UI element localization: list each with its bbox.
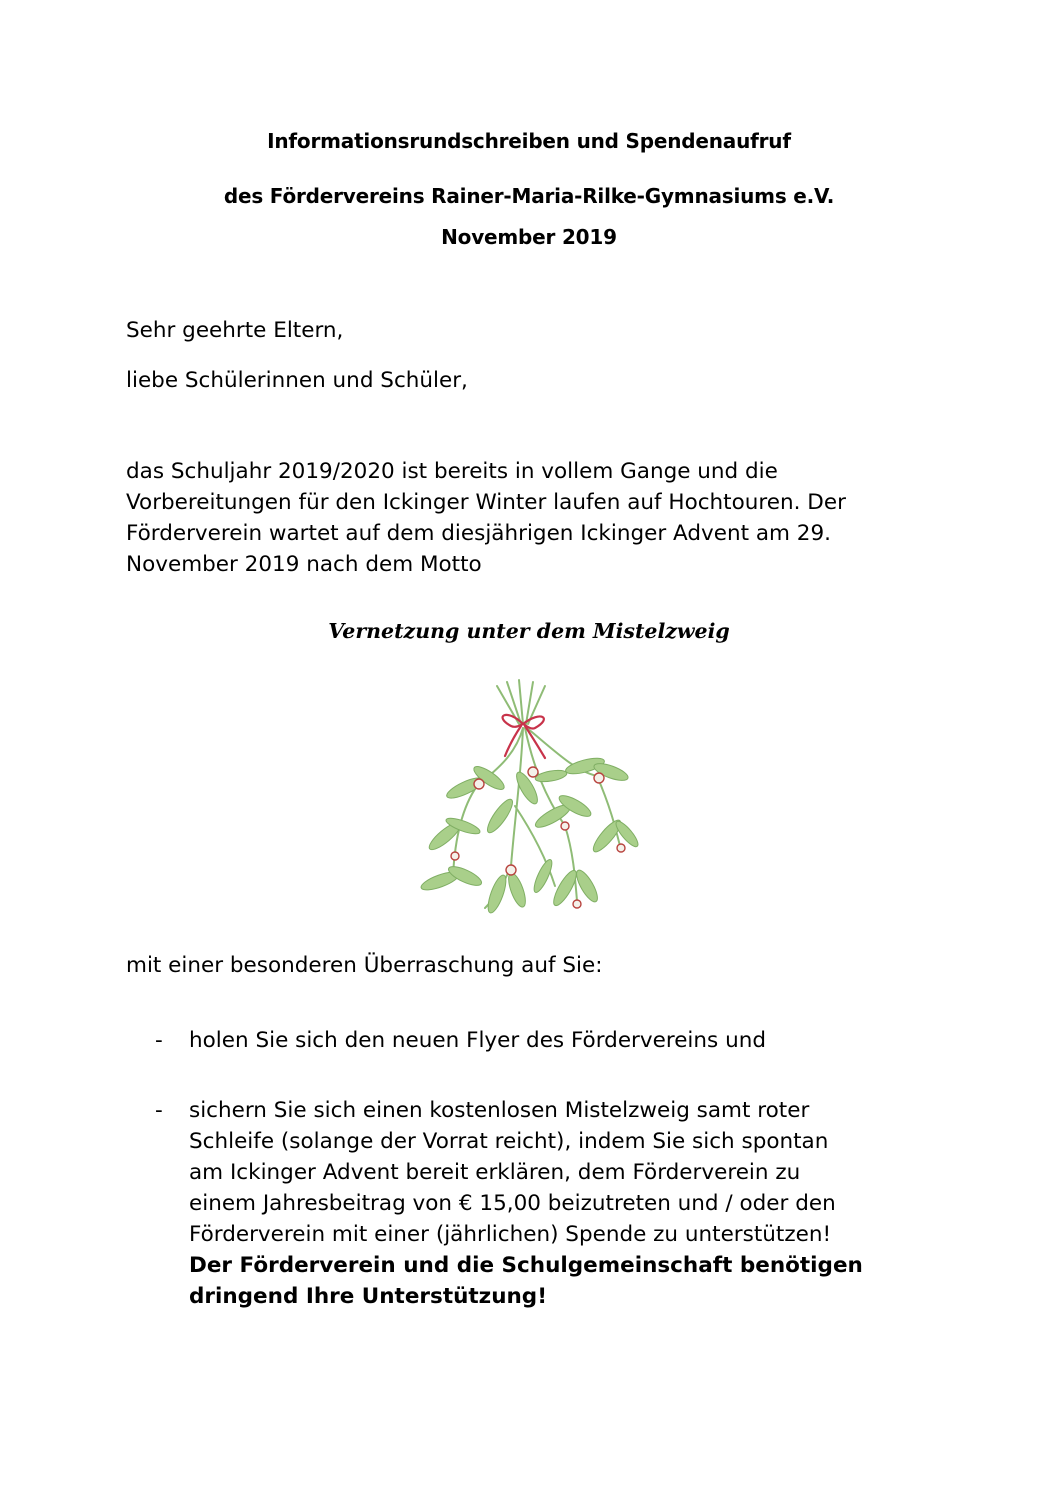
bullet-item-mistletoe [189, 1095, 863, 1312]
bullet-line: sichern Sie sich einen kostenlosen Mistelzweig samt roter [189, 1098, 810, 1123]
motto-heading: Vernetzung unter dem Mistelzweig [328, 619, 730, 643]
bullet-line: holen Sie sich den neuen Flyer des Fördervereins und [189, 1028, 766, 1053]
bullet-dash: - [155, 1098, 163, 1123]
bullet-line: am Ickinger Advent bereit erklären, dem Förderverein zu [189, 1160, 801, 1185]
mistletoe-illustration [415, 676, 645, 928]
letter-date: November 2019 [441, 225, 617, 249]
salutation-students: liebe Schülerinnen und Schüler, [126, 368, 468, 393]
intro-line: Vorbereitungen für den Ickinger Winter laufen auf Hochtouren. Der [126, 490, 846, 515]
lead-in-sentence: mit einer besonderen Überraschung auf Sie: [126, 953, 603, 978]
intro-line: Förderverein wartet auf dem diesjährigen Ickinger Advent am 29. [126, 521, 831, 546]
appeal-bold-line: Der Förderverein und die Schulgemeinschaft benötigen [189, 1253, 863, 1278]
letter-title-line-1: Informationsrundschreiben und Spendenaufruf [267, 129, 791, 153]
letter-title-line-2: des Fördervereins Rainer-Maria-Rilke-Gymnasiums e.V. [223, 184, 835, 208]
bullet-line: Förderverein mit einer (jährlichen) Spende zu unterstützen! [189, 1222, 832, 1247]
appeal-bold-line: dringend Ihre Unterstützung! [189, 1284, 548, 1309]
bullet-dash: - [155, 1028, 163, 1053]
bullet-line: Schleife (solange der Vorrat reicht), indem Sie sich spontan [189, 1129, 829, 1154]
salutation-parents: Sehr geehrte Eltern, [126, 318, 344, 343]
bullet-line: einem Jahresbeitrag von € 15,00 beizutreten und / oder den [189, 1191, 836, 1216]
intro-line: November 2019 nach dem Motto [126, 552, 482, 577]
intro-line: das Schuljahr 2019/2020 ist bereits in vollem Gange und die [126, 459, 778, 484]
bullet-item-flyer [189, 1025, 766, 1056]
intro-paragraph [126, 456, 846, 580]
